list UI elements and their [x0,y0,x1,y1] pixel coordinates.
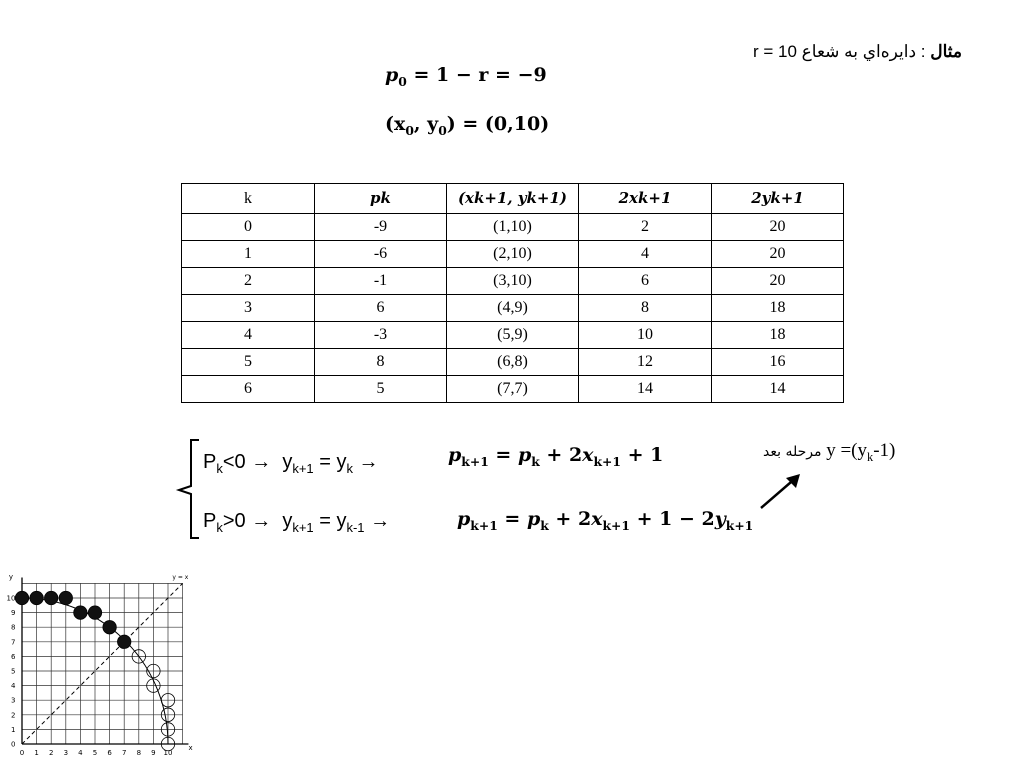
table-cell: 5 [182,349,315,376]
table-cell: -1 [315,268,447,295]
y-tick-label: 9 [10,609,16,618]
table-row [182,241,844,268]
table-cell: 20 [712,214,844,241]
x-tick-label: 0 [19,748,25,757]
table-row [182,322,844,349]
y-axis-label: y [8,573,14,582]
table-cell: 12 [579,349,712,376]
midpoint-table [181,183,844,403]
rule-positive: $P_k>0 \to y_{k+1} = y_{k-1}$ → [203,510,391,535]
x-axis-label: x [188,743,193,752]
table-row [182,295,844,322]
formula-negative: $p_{k+1} = p_k + 2x_{k+1} + 1$ [448,444,664,469]
title-bold: مثال [930,42,962,61]
filled-point [15,591,28,604]
table-cell: 20 [712,268,844,295]
pointer-arrow-icon [756,466,816,516]
x-tick-label: 10 [163,748,173,757]
table-header-row [182,184,844,214]
header-2y: 2yk+1 [712,184,844,214]
filled-point [117,635,130,648]
y-tick-label: 10 [6,594,16,603]
header-next-point: (xk+1, yk+1) [447,184,579,214]
right-arrow-icon: → [251,510,272,532]
table-cell: (5,9) [447,322,579,349]
table-cell: (2,10) [447,241,579,268]
y-tick-label: 4 [10,682,16,691]
y-tick-label: 2 [10,711,16,720]
table-row [182,268,844,295]
rule-negative: $P_k<0 \to y_{k+1} = y_k$ → [203,451,379,476]
table-cell: 4 [579,241,712,268]
initial-point-equation: ($x_0$, $y_0) = (0,10)$ [385,113,550,138]
x-tick-label: 5 [92,748,98,757]
x-tick-label: 2 [48,748,54,757]
table-cell: (3,10) [447,268,579,295]
filled-point [74,606,87,619]
table-cell: (1,10) [447,214,579,241]
y-tick-label: 7 [10,638,16,647]
table-row [182,349,844,376]
table-cell: -6 [315,241,447,268]
table-cell: 10 [579,322,712,349]
right-arrow-icon: → [251,451,272,473]
right-arrow-icon: → [358,451,379,473]
table-cell: 18 [712,295,844,322]
table-cell: (7,7) [447,376,579,403]
x-tick-label: 1 [34,748,39,757]
y-tick-label: 1 [10,725,16,734]
circle-midpoint-plot [4,570,194,770]
left-brace-icon [173,436,203,546]
table-cell: 1 [182,241,315,268]
table-cell: 8 [579,295,712,322]
filled-point [88,606,101,619]
table-cell: (4,9) [447,295,579,322]
table-cell: 0 [182,214,315,241]
table-cell: 2 [182,268,315,295]
table-cell: 14 [579,376,712,403]
x-tick-label: 3 [63,748,69,757]
table-cell: 6 [579,268,712,295]
header-2x: 2xk+1 [579,184,712,214]
table-cell: 2 [579,214,712,241]
table-cell: 5 [315,376,447,403]
table-cell: 3 [182,295,315,322]
next-step-note: مرحله بعد $y =(y_k-1)$ [763,440,896,464]
x-tick-label: 8 [136,748,142,757]
header-k: k [182,184,315,214]
table-cell: 14 [712,376,844,403]
filled-point [44,591,57,604]
diagonal-label: y = x [172,574,189,582]
filled-point [30,591,43,604]
table-cell: 6 [315,295,447,322]
y-tick-label: 8 [10,623,16,632]
page-title [753,42,962,62]
header-pk: pk [315,184,447,214]
table-cell: 18 [712,322,844,349]
table-row [182,376,844,403]
table-cell: (6,8) [447,349,579,376]
x-tick-label: 9 [151,748,156,757]
right-arrow-icon: → [370,510,391,532]
y-tick-label: 3 [10,696,16,705]
y-tick-label: 0 [10,740,16,749]
x-tick-label: 4 [78,748,83,757]
table-row [182,214,844,241]
y-tick-label: 6 [10,652,16,661]
table-cell: 16 [712,349,844,376]
title-text: : دايره‌اي به شعاع 10 = r [752,42,926,61]
table-cell: 6 [182,376,315,403]
x-tick-label: 7 [121,748,127,757]
table-cell: 20 [712,241,844,268]
diagonal-line [22,583,183,744]
x-tick-label: 6 [107,748,112,757]
table-cell: -9 [315,214,447,241]
table-cell: -3 [315,322,447,349]
table-cell: 4 [182,322,315,349]
filled-point [103,620,116,633]
filled-point [59,591,72,604]
formula-positive: $p_{k+1} = p_k + 2x_{k+1} + 1 - 2y_{k+1}$ [457,508,754,533]
initial-p0-equation: $p_0 = 1 - r = -9$ [385,64,547,89]
y-tick-label: 5 [10,667,16,676]
table-cell: 8 [315,349,447,376]
